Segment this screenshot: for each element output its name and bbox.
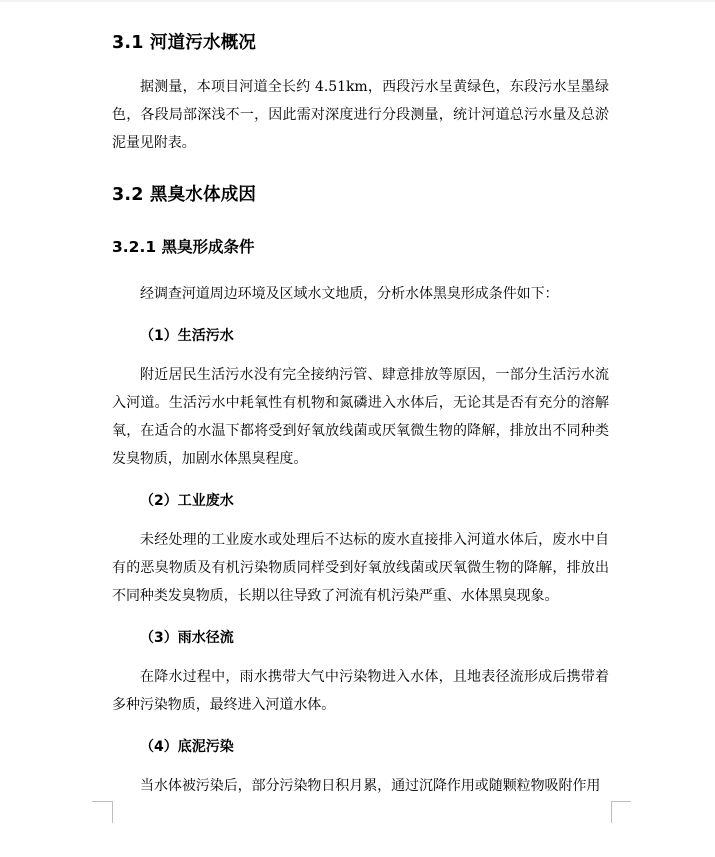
crop-mark-right-vertical [611,801,612,823]
page-top-edge [0,0,715,2]
paragraph-sediment-pollution: 当水体被污染后，部分污染物日积月累，通过沉降作用或随颗粒物吸附作用 [140,778,601,794]
section-heading-3-2: 3.2 黑臭水体成因 [112,185,257,205]
item-heading-sediment-pollution: （4）底泥污染 [140,739,234,755]
paragraph-stormwater-runoff: 在降水过程中，雨水携带大气中污染物进入水体，且地表径流形成后携带着多种污染物质，最终进入河道水体。 [112,669,609,713]
item-heading-industrial-wastewater: （2）工业废水 [140,493,234,509]
crop-mark-right-horizontal [611,801,631,802]
item-heading-domestic-sewage: （1）生活污水 [140,328,234,344]
paragraph-intro: 经调查河道周边环境及区域水文地质，分析水体黑臭形成条件如下： [140,286,559,302]
section-heading-3-1: 3.1 河道污水概况 [112,33,257,53]
paragraph-industrial-wastewater: 未经处理的工业废水或处理后不达标的废水直接排入河道水体后，废水中自有的恶臭物质及有机污染物质同样受到好氧放线菌或厌氧微生物的降解，排放出不同种类发臭物质，长期以往导致了河流有机污染严重、水体黑臭现象。 [112,532,609,604]
crop-mark-left-vertical [112,801,113,823]
paragraph-sewage-overview: 据测量，本项目河道全长约 4.51km，西段污水呈黄绿色，东段污水呈墨绿色，各段局部深浅不一，因此需对深度进行分段测量，统计河道总污水量及总淤泥量见附表。 [112,79,609,151]
subsection-heading-3-2-1: 3.2.1 黑臭形成条件 [112,238,255,256]
item-heading-stormwater-runoff: （3）雨水径流 [140,630,234,646]
paragraph-domestic-sewage: 附近居民生活污水没有完全接纳污管、肆意排放等原因，一部分生活污水流入河道。生活污水中耗氧性有机物和氮磷进入水体后，无论其是否有充分的溶解氧，在适合的水温下都将受到好氧放线菌或厌氧微生物的降解，排放出不同种类发臭物质，加剧水体黑臭程度。 [112,367,609,467]
crop-mark-left-horizontal [92,801,112,802]
